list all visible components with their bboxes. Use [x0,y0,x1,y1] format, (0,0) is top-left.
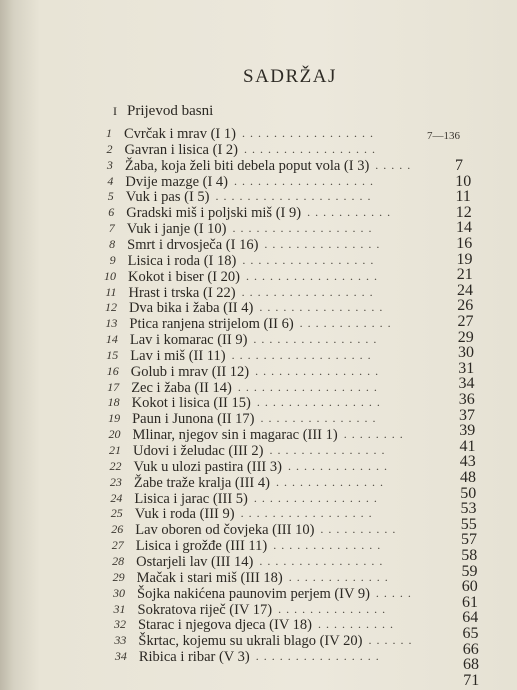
entry-number: 33 [114,633,127,648]
page-number: 55 [460,515,477,533]
page-number: 71 [463,671,480,689]
entry-title: Smrt i drvosječa (I 16) [127,236,259,253]
toc-entry [98,602,498,618]
page-number: 66 [462,640,479,658]
entry-title: Žabe traže kralja (III 4) [133,474,270,491]
page-number: 41 [459,437,476,455]
leader-dots: ................. [241,284,378,299]
toc-entry [84,142,484,158]
toc-entry [89,316,489,332]
entry-title: Ostarjeli lav (III 14) [136,553,254,570]
toc-entry [98,633,498,649]
entry-number: 30 [113,585,126,600]
toc-entry [86,189,486,205]
page-number: 36 [458,391,475,408]
leader-dots: ................ [255,649,384,664]
entry-title: Lisica i grožđe (III 11) [135,538,268,555]
toc-entry [90,348,490,364]
section-number: I [113,104,117,118]
page-number: 11 [455,188,471,206]
leader-dots: .................. [234,173,379,188]
entry-number: 24 [110,490,123,505]
entry-title: Sokratova riječ (IV 17) [137,601,273,618]
page-number: 34 [458,375,475,393]
entry-number: 20 [108,427,121,442]
leader-dots: ................ [259,553,388,568]
toc-entry [92,395,492,411]
entry-title: Škrtac, kojemu su ukrali blago (IV 20) [138,633,363,650]
page-range: 7—136 [427,130,460,142]
entry-title: Žaba, koja želi biti debela poput vola (I 3) [124,157,370,174]
entry-title: Starac i njegova djeca (IV 18) [137,617,313,634]
entry-number: 13 [105,316,118,331]
entry-title: Šojka nakićena paunovim perjem (IV 9) [137,585,370,602]
toc-entry [96,554,496,570]
entry-title: Lav i miš (II 11) [130,347,226,364]
entry-title: Zec i žaba (II 14) [131,379,232,396]
page-number: 60 [461,578,478,596]
entry-number: 1 [106,126,112,140]
page-number: 43 [459,453,476,471]
leader-dots: ................. [242,252,379,267]
leader-dots: .............. [275,474,388,489]
toc-entry [91,380,491,396]
leader-dots: ............... [260,411,381,426]
page-number: 14 [456,219,472,237]
entry-number: 10 [104,268,117,283]
entry-number: 15 [106,347,119,362]
leader-dots: ................. [240,506,377,521]
page-title: SADRŽAJ [243,66,337,87]
leader-dots: ................ [253,490,382,505]
page-number: 59 [461,562,478,580]
leader-dots: .......... [320,522,401,537]
entry-number: 5 [107,189,114,204]
toc-entry [89,285,489,301]
leader-dots: ..... [375,585,416,600]
leader-dots: ................ [253,332,382,347]
leader-dots: .................. [232,221,377,236]
entry-title: Lav oboren od čovjeka (III 10) [135,522,315,539]
leader-dots: ...... [368,633,417,648]
page-number: 10 [455,172,472,190]
page-number: 26 [457,297,474,315]
entry-title: Kokot i biser (I 20) [128,268,240,285]
entry-number: 25 [110,506,123,521]
toc-entry [85,174,485,190]
entry-title: Golub i mrav (II 12) [130,363,250,380]
leader-dots: .............. [278,601,391,616]
page-number: 19 [456,250,473,268]
leader-dots: ................. [241,126,378,140]
entry-number: 34 [114,649,127,664]
leader-dots: ................ [259,300,388,315]
leader-dots: .......... [318,617,399,632]
entry-number: 12 [104,300,117,315]
entry-number: 21 [109,443,121,457]
page-number: 57 [461,531,477,549]
entry-title: Lav i komarac (II 9) [129,332,248,349]
entry-title: Vuk i pas (I 5) [125,189,210,206]
leader-dots: ................. [243,141,380,156]
toc-entry [97,586,497,602]
page-number: 37 [459,406,475,424]
toc-entry [93,427,493,443]
toc-entry [84,126,484,142]
entry-number: 7 [108,221,115,236]
entry-number: 11 [105,284,117,299]
toc-entry [94,491,494,507]
leader-dots: ............... [269,443,390,457]
leader-dots: ................ [256,395,385,410]
toc-entry [95,522,495,538]
entry-number: 17 [107,379,120,394]
page-number: 24 [457,281,473,299]
toc-entry [88,269,488,285]
entry-title: Lisica i roda (I 18) [127,252,237,269]
entry-title: Gradski miš i poljski miš (I 9) [126,205,302,222]
toc-entry [97,570,497,586]
leader-dots: ..... [375,157,416,172]
leader-dots: ................ [255,363,384,378]
entry-title: Mlinar, njegov sin i magarac (III 1) [132,427,338,444]
page-number: 7 [455,157,463,174]
toc-entry [87,221,487,237]
page-number: 39 [459,422,476,440]
entry-title: Dva bika i žaba (II 4) [128,300,254,317]
entry-number: 3 [106,157,113,172]
page-number: 68 [463,656,479,674]
leader-dots: ............. [287,458,392,473]
leader-dots: .................. [231,347,376,362]
entry-title: Ribica i ribar (V 3) [138,649,250,666]
section-label: Prijevod basni [127,103,214,119]
entry-number: 23 [109,474,122,489]
page-number: 65 [462,625,479,642]
page-number: 53 [460,500,477,518]
page-number: 30 [458,344,474,362]
entry-number: 16 [106,363,119,378]
page-number: 27 [457,313,474,330]
toc-entry [96,538,496,554]
entry-title: Udovi i želudac (III 2) [133,443,264,459]
entry-title: Ptica ranjena strijelom (II 6) [129,316,294,333]
leader-dots: ............. [288,569,393,584]
entry-number: 8 [109,236,116,251]
page-number: 12 [455,203,472,221]
entry-title: Dvije mazge (I 4) [125,173,229,190]
page-number: 64 [462,609,479,627]
entry-title: Mačak i stari miš (III 18) [136,569,283,586]
page-number: 48 [460,469,476,486]
page-number: 31 [458,359,475,377]
toc-entry [87,237,487,253]
entry-number: 4 [107,173,114,188]
entry-title: Vuk u ulozi pastira (III 3) [133,458,282,475]
entry-number: 18 [107,395,120,410]
entry-number: 19 [108,411,121,426]
page-number: 21 [456,266,473,284]
toc-entry [95,506,495,522]
entry-title: Vuk i janje (I 10) [126,221,227,238]
page-number: 50 [460,484,477,502]
toc-entry [92,411,492,427]
toc-entry [93,443,493,459]
toc-entry [94,475,494,491]
entry-title: Hrast i trska (I 22) [128,284,236,301]
entry-title: Kokot i lisica (II 15) [131,395,251,412]
entry-number: 26 [111,522,124,537]
toc-entry [86,205,486,221]
entry-number: 9 [109,252,116,267]
entry-number: 14 [105,332,118,347]
leader-dots: .................. [237,379,382,394]
entry-number: 28 [112,553,125,568]
entry-number: 31 [113,601,126,616]
entry-number: 22 [109,458,122,473]
entry-number: 6 [108,205,115,220]
leader-dots: ........ [343,427,408,442]
entry-number: 29 [112,569,125,584]
toc-entry [93,459,493,475]
leader-dots: ........... [307,205,396,220]
leader-dots: ............... [264,236,385,251]
toc-entry [85,158,485,174]
entry-number: 2 [106,141,113,156]
toc-entry [91,364,491,380]
page-number: 16 [456,235,473,252]
leader-dots: .............. [273,538,386,553]
toc-entry [88,250,488,269]
toc-entry [89,300,489,316]
leader-dots: ................. [246,268,382,283]
leader-dots: ............ [299,316,396,331]
toc-entry [99,649,499,665]
entry-number: 27 [111,538,124,553]
entry-number: 32 [113,617,126,632]
leader-dots: .................... [215,189,376,204]
entry-title: Gavran i lisica (I 2) [124,141,238,158]
toc-entry [98,617,498,633]
entry-title: Lisica i jarac (III 5) [134,490,248,507]
page-number: 61 [462,593,478,611]
toc-entry [90,332,490,348]
entry-title: Cvrčak i mrav (I 1) [124,126,236,142]
entry-title: Vuk i roda (III 9) [134,506,235,523]
entry-title: Paun i Junona (II 17) [132,411,255,428]
page-number: 29 [457,328,474,346]
page-number: 58 [461,547,478,564]
